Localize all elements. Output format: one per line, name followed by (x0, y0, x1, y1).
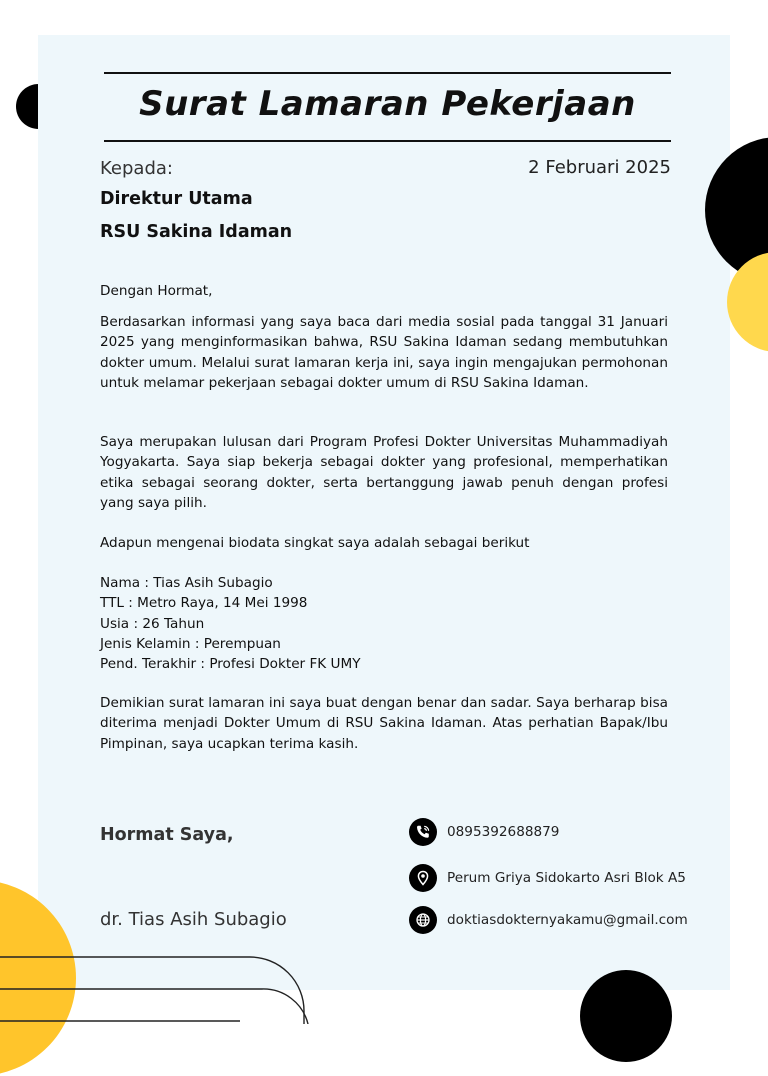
globe-icon (409, 906, 437, 934)
paragraph-intro: Berdasarkan informasi yang saya baca dari media sosial pada tanggal 31 Januari 2025 yang menginformasikan bahwa, RSU Sakina Idaman sedang membutuhkan dokter umum. Melalui surat lamaran kerja ini, saya ingin mengajukan permohonan untuk melamar pekerjaan sebagai dokter umum di RSU Sakina Idaman. (100, 314, 668, 391)
signature-name: dr. Tias Asih Subagio (100, 909, 287, 930)
decorative-black-circle-bottom (580, 970, 672, 1062)
phone-icon (409, 818, 437, 846)
biodata-birth: TTL : Metro Raya, 14 Mei 1998 (100, 595, 308, 612)
biodata-name: Nama : Tias Asih Subagio (100, 575, 273, 591)
greeting: Dengan Hormat, (100, 283, 213, 299)
decorative-wave-lines (0, 955, 320, 1024)
contact-phone (409, 818, 559, 846)
biodata-education: Pend. Terakhir : Profesi Dokter FK UMY (100, 656, 361, 673)
signature-closing: Hormat Saya, (100, 825, 234, 845)
paragraph-education: Saya merupakan lulusan dari Program Profesi Dokter Universitas Muhammadiyah Yogyakarta. Saya siap bekerja sebagai dokter yang profesional, memperhatikan etika sebagai seorang dokter, serta bertanggung jawab penuh dengan profesi yang saya pilih. (100, 434, 668, 511)
to-label: Kepada: (100, 158, 173, 179)
biodata-intro: Adapun mengenai biodata singkat saya adalah sebagai berikut (100, 535, 530, 551)
biodata-age: Usia : 26 Tahun (100, 615, 205, 632)
paragraph-closing: Demikian surat lamaran ini saya buat dengan benar dan sadar. Saya berharap bisa diterima menjadi Dokter Umum di RSU Sakina Idaman. Atas perhatian Bapak/Ibu Pimpinan, saya ucapkan terima kasih. (100, 695, 668, 752)
recipient-title: Direktur Utama (100, 189, 253, 209)
page-title: Surat Lamaran Pekerjaan (139, 84, 636, 124)
contact-address (409, 864, 686, 892)
title-top-rule (104, 72, 671, 74)
letter-date: 2 Februari 2025 (528, 157, 671, 178)
recipient-institution: RSU Sakina Idaman (100, 222, 293, 242)
biodata-list (100, 573, 668, 674)
contact-email-text[interactable]: doktiasdokternyakamu@gmail.com (447, 912, 688, 928)
biodata-gender: Jenis Kelamin : Perempuan (100, 635, 281, 652)
contact-phone-text[interactable]: 0895392688879 (447, 824, 560, 840)
contact-email (409, 906, 688, 934)
contact-address-text: Perum Griya Sidokarto Asri Blok A5 (447, 870, 686, 886)
location-pin-icon (409, 864, 437, 892)
title-bottom-rule (104, 140, 671, 142)
